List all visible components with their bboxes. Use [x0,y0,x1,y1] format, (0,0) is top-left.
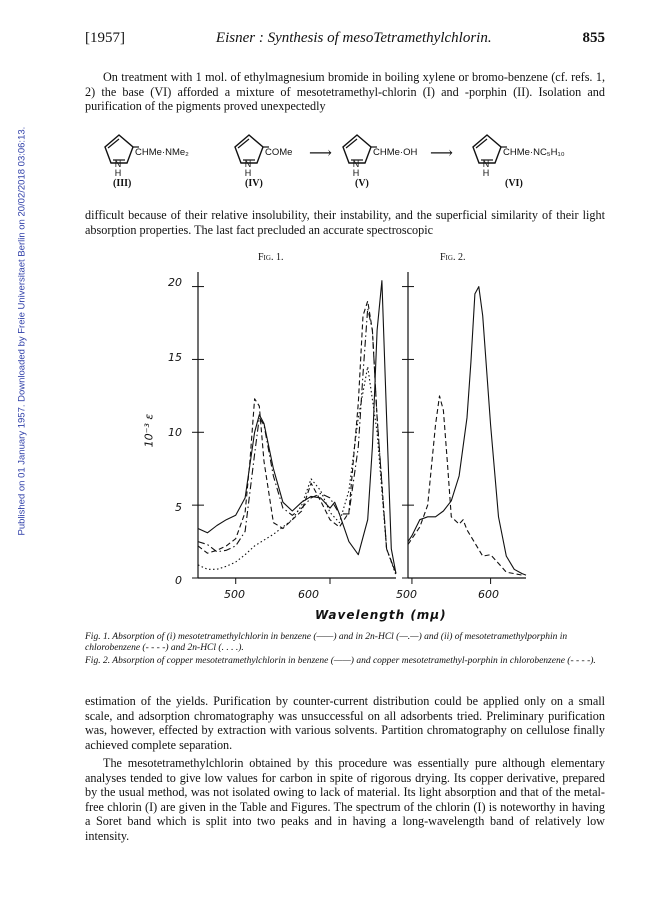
reaction-arrow: ⟶ [430,145,453,162]
header-year: [1957] [85,30,125,46]
fig2-label: Fig. 2. [440,252,466,263]
substituent-label: CHMe·OH [373,147,418,158]
paragraph-3: estimation of the yields. Purification by counter-current distribution could be applied only on a small scale, and adsorption chromatography was unsuccessful on all adsorbents tried. Preliminary purification was, however, effected by extraction with various solvents. Partition chromatography on cellulose finally achieved complete separation. [85,694,605,752]
nitrogen-label: N [352,159,360,169]
paragraph-1: On treatment with 1 mol. of ethylmagnesium bromide in boiling xylene or bromo-benzene (cf. refs. 1, 2) the base (VI) afforded a mixture of mesotetramethyl-chlorin (I) and -porphin (II). Isolation and purification of the pigments proved unexpectedly [85,70,605,113]
series-line-dotted [198,367,396,575]
series-line-dash-dot [198,308,396,573]
download-notice: Published on 01 January 1957. Downloaded by Freie Universitaet Berlin on 20/02/2018 03:06:13. [16,126,28,536]
y-tick-label: 5 [175,501,182,514]
nitrogen-label: N [244,159,252,169]
y-axis-label: 10⁻³ ε [142,413,156,448]
structure-VI [465,125,605,195]
page-header [85,30,605,47]
y-tick-label: 0 [175,574,182,587]
x-tick-label: 600 [298,588,319,601]
y-tick-label: 10 [168,426,182,439]
hydrogen-label: H [352,168,360,178]
figure-2-caption: Fig. 2. Absorption of copper mesotetramethylchlorin in benzene (——) and copper mesotetramethyl-porphin in chlorobenzene (- - - -). [85,656,596,666]
hydrogen-label: H [244,168,252,178]
compound-number: (III) [113,178,132,189]
substituent-label: CHMe·NMe₂ [135,147,189,158]
header-title: Eisner : Synthesis of mesoTetramethylchlorin. [215,30,492,46]
x-tick-label: 600 [478,588,499,601]
fig1-label: Fig. 1. [258,252,284,263]
structure-row [85,125,605,195]
compound-number: (V) [355,178,369,189]
nitrogen-label: N [114,159,122,169]
nitrogen-label: N [482,159,490,169]
substituent-label: CHMe·NC₅H₁₀ [503,147,565,158]
series-line-dashed [198,301,396,573]
structure-V [335,125,455,195]
header-page-number: 855 [582,30,605,46]
x-tick-label: 500 [224,588,245,601]
compound-number: (VI) [505,178,523,189]
y-tick-label: 20 [168,276,182,289]
hydrogen-label: H [482,168,490,178]
paragraph-4: The mesotetramethylchlorin obtained by this procedure was essentially pure although elementary analyses tended to give low values for carbon in spite of rigorous drying. Its copper derivative, prepared by the usual method, was not isolated owing to lack of material. Its light absorption and that of the metal-free chlorin (I) are given in the Table and Figures. The spectrum of the chlorin (I) is noteworthy in having a Soret band which is split into two peaks and in having a long-wavelength band of relatively low intensity. [85,756,605,843]
fig2-plot [400,268,530,598]
reaction-arrow: ⟶ [309,145,332,162]
figures [142,248,570,628]
fig1-plot [190,268,400,598]
substituent-label: COMe [265,147,293,158]
x-tick-label: 500 [396,588,417,601]
x-axis-label: Wavelength (mμ) [315,608,447,622]
structure-III [97,125,217,195]
figure-1-caption: Fig. 1. Absorption of (i) mesotetramethylchlorin in benzene (——) and in 2n-HCl (—.—) and (ii) of mesotetramethylporphin in chlorobenzene (- - - -) and 2n-HCl (. . . .). [85,632,568,653]
y-tick-label: 15 [168,351,182,364]
structure-IV [227,125,347,195]
compound-number: (IV) [245,178,263,189]
hydrogen-label: H [114,168,122,178]
paragraph-2: difficult because of their relative insolubility, their instability, and the superficial similarity of their light absorption properties. The last fact precluded an accurate spectroscopic [85,208,605,237]
series-line-solid [408,287,526,575]
series-line-solid [198,281,396,574]
